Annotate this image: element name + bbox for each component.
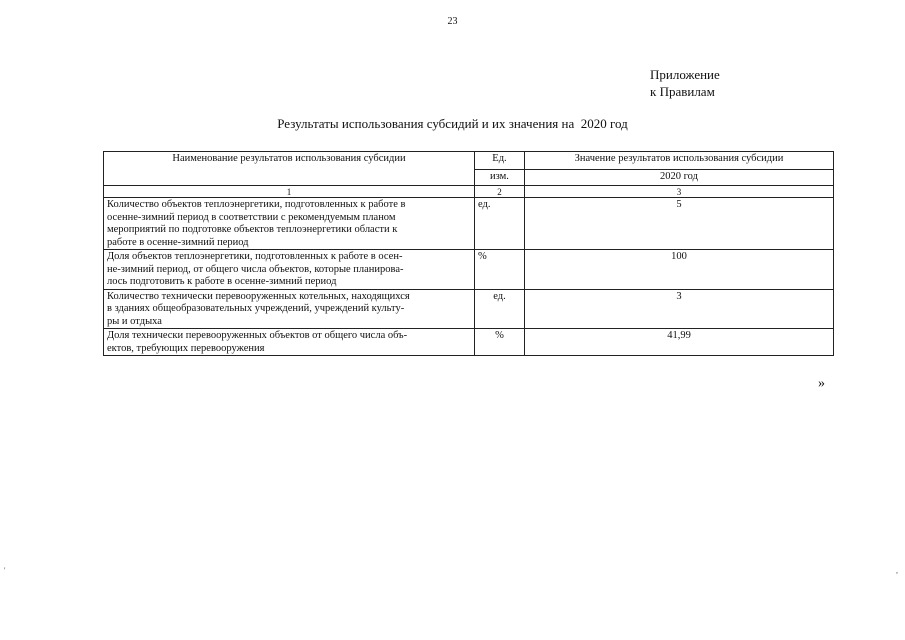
appendix-label: [650, 66, 720, 100]
row-1-name-line: осенне-зимний период в соответствии с рекомендуемым планом: [107, 211, 396, 223]
table-row: [104, 289, 834, 329]
row-4-name: [104, 329, 475, 356]
row-1-name-line: мероприятий по подготовке объектов теплоэнергетики области к: [107, 224, 398, 235]
table-row: [104, 198, 834, 250]
row-2-name: [104, 250, 475, 290]
row-2-name-line: не-зимний период, от общего числа объектов, которые планирова-: [107, 263, 404, 275]
row-1-value: 5: [525, 198, 834, 250]
row-4-name-line: Доля технически перевооруженных объектов от общего числа объ-: [107, 330, 408, 341]
row-2-name-line: лось подготовить к работе в осенне-зимний период: [107, 276, 337, 287]
row-3-name-line: в зданиях общеобразовательных учреждений, учреждений культу-: [107, 303, 405, 314]
table-header-row: [104, 152, 834, 170]
row-3-unit: ед.: [475, 289, 525, 329]
edge-mark-right: ,: [896, 566, 898, 575]
row-1-unit: ед.: [475, 198, 525, 250]
row-3-name: [104, 289, 475, 329]
page-number: 23: [447, 16, 458, 27]
document-title: Результаты использования субсидий и их значения на 2020 год: [277, 116, 628, 131]
row-4-unit: %: [475, 329, 525, 356]
closing-quote: »: [818, 376, 825, 391]
column-number-row: [104, 186, 834, 198]
row-2-unit: %: [475, 250, 525, 290]
row-2-value: 100: [525, 250, 834, 290]
header-unit-line-2: изм.: [475, 170, 525, 186]
appendix-line-1: Приложение: [650, 67, 720, 82]
row-1-name: [104, 198, 475, 250]
edge-mark-left: ': [4, 566, 6, 575]
row-3-name-line: Количество технически перевооруженных котельных, находящихся: [107, 290, 410, 302]
row-4-value: 41,99: [525, 329, 834, 356]
row-1-name-line: работе в осенне-зимний период: [107, 236, 249, 248]
row-1-name-line: Количество объектов теплоэнергетики, подготовленных к работе в: [107, 199, 406, 210]
header-value: Значение результатов использования субсидии: [525, 152, 834, 170]
column-number-2: 2: [475, 186, 525, 198]
table-row: [104, 329, 834, 356]
header-year: 2020 год: [525, 170, 834, 186]
column-number-3: 3: [525, 186, 834, 198]
row-2-name-line: Доля объектов теплоэнергетики, подготовленных к работе в осен-: [107, 251, 403, 262]
results-table: [103, 151, 834, 356]
row-3-name-line: ры и отдыха: [107, 315, 162, 327]
header-unit-line-1: Ед.: [475, 152, 525, 170]
column-number-1: 1: [104, 186, 475, 198]
appendix-line-2: к Правилам: [650, 84, 715, 99]
header-name: Наименование результатов использования субсидии: [104, 152, 475, 186]
row-4-name-line: ектов, требующих перевооружения: [107, 342, 265, 354]
row-3-value: 3: [525, 289, 834, 329]
table-row: [104, 250, 834, 290]
